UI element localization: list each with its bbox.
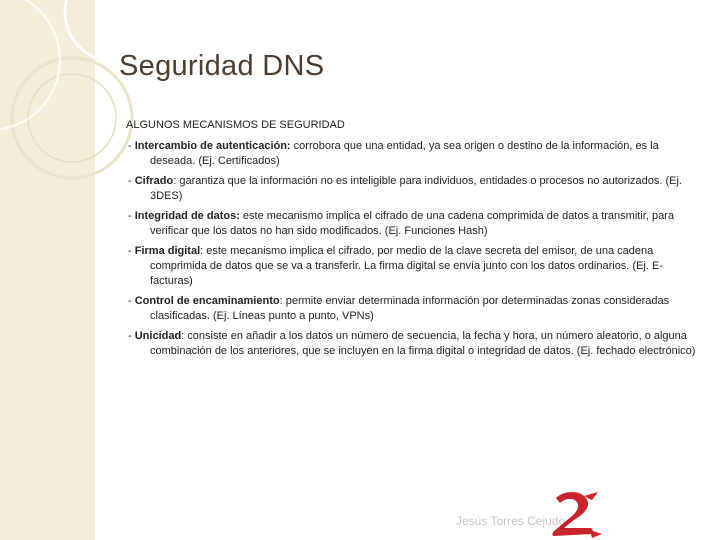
item-term: Intercambio de autenticación: [134, 140, 291, 152]
item-text: : garantiza que la información no es inteligible para individuos, entidades o procesos no autorizados. (Ej. 3DES) [150, 175, 682, 202]
list-item: - Cifrado: garantiza que la información no es inteligible para individuos, entidades o procesos no autorizados. (Ej. 3DES) [128, 175, 682, 202]
item-text: este mecanismo implica el cifrado de una cadena comprimida de datos a transmitir, para verificar que los datos no han sido modificados. (Ej. Funciones Hash) [150, 210, 674, 237]
section-heading: ALGUNOS MECANISMOS DE SEGURIDAD [126, 119, 345, 131]
item-text: corrobora que una entidad, ya sea origen o destino de la información, es la deseada. (Ej. Certificados) [150, 140, 659, 167]
item-term: Cifrado [134, 175, 174, 187]
list-item: - Firma digital: este mecanismo implica el cifrado, por medio de la clave secreta del emisor, de una cadena comprimida de datos que se va a transferir. La firma digital se envía junto con los datos ordinarios. (Ej. E-facturas) [128, 245, 663, 287]
author-footer: Jesús Torres Cejudo [456, 514, 566, 528]
item-term: Control de encaminamiento [134, 295, 280, 307]
item-text: : consiste en añadir a los datos un número de secuencia, la fecha y hora, un número aleatorio, o alguna combinación de los anteriores, que se incluyen en la firma digital o integridad de datos. (Ej. fechado electrónico) [150, 330, 696, 357]
list-item: - Unicidad: consiste en añadir a los datos un número de secuencia, la fecha y hora, un número aleatorio, o alguna combinación de los anteriores, que se incluyen en la firma digital o integridad de datos. (Ej. fechado electrónico) [128, 330, 696, 357]
slide-body [126, 118, 700, 364]
list-item: - Integridad de datos: este mecanismo implica el cifrado de una cadena comprimida de datos a transmitir, para verificar que los datos no han sido modificados. (Ej. Funciones Hash) [128, 210, 674, 237]
red-dragon-logo-icon [546, 490, 604, 540]
list-item: - Intercambio de autenticación: corrobora que una entidad, ya sea origen o destino de la información, es la deseada. (Ej. Certificados) [128, 140, 659, 167]
item-term: Firma digital [134, 245, 201, 257]
item-text: : permite enviar determinada información por determinadas zonas consideradas clasificadas. (Ej. Líneas punto a punto, VPNs) [150, 295, 670, 322]
list-item: - Control de encaminamiento: permite enviar determinada información por determinadas zonas consideradas clasificadas. (Ej. Líneas punto a punto, VPNs) [128, 295, 670, 322]
item-text: : este mecanismo implica el cifrado, por medio de la clave secreta del emisor, de una cadena comprimida de datos que se va a transferir. La firma digital se envía junto con los datos ordinarios. (Ej. E-facturas) [150, 245, 663, 287]
slide-title: Seguridad DNS [119, 50, 325, 82]
item-term: Unicidad [134, 330, 182, 342]
item-term: Integridad de datos: [134, 210, 240, 222]
